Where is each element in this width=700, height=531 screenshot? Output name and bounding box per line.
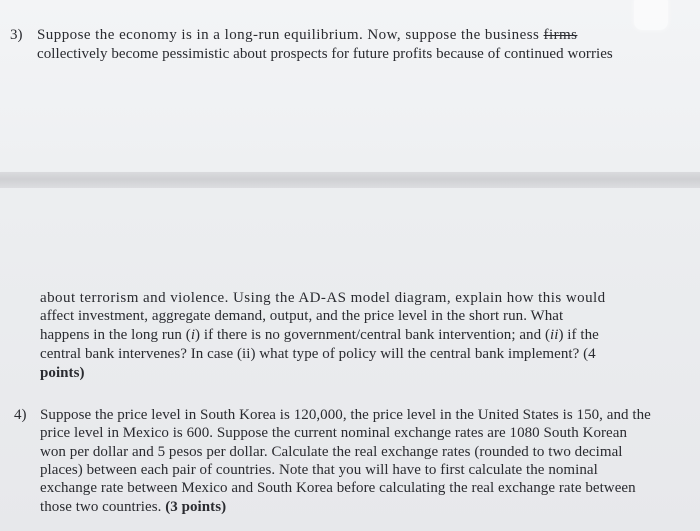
question-3-number: 3) [10,27,23,43]
question-3-points: points) [40,365,85,381]
question-4-line-3: won per dollar and 5 pesos per dollar. Calculate the real exchange rates (rounded to two decimal [40,444,623,460]
question-3-line-1 [37,26,577,44]
question-3-line-3: about terrorism and violence. Using the AD-AS model diagram, explain how this would [40,290,606,306]
question-3-line-4: affect investment, aggregate demand, output, and the price level in the short run. What [40,308,564,324]
question-3-line-1-text: Suppose the economy is in a long-run equilibrium. Now, suppose the business [37,27,544,43]
question-4-line-4: places) between each pair of countries. Note that you will have to first calculate the nominal [40,462,598,478]
question-3-struck-word: firms [543,27,578,43]
question-3-line-6: central bank intervenes? In case (ii) what type of policy will the central bank implement? (4 [40,346,596,362]
question-4-line-1: Suppose the price level in South Korea is 120,000, the price level in the United States is 150, and the [40,407,651,423]
question-3-line-2: collectively become pessimistic about prospects for future profits because of continued worries [37,46,613,62]
question-3-line-5-a: happens in the long run ( [40,327,191,343]
question-3-line-5-c: ) if the [558,327,599,343]
question-3-line-5 [40,326,599,344]
question-3-roman-ii: ii [550,327,559,343]
page-fold [0,172,700,188]
question-4-number: 4) [14,407,27,423]
question-3-roman-i: i [190,327,196,343]
question-3-line-5-b: ) if there is no government/central bank intervention; and ( [195,327,550,343]
question-4-line-6-text: those two countries. [40,499,166,515]
question-4-points: (3 points) [165,499,227,515]
question-4-line-5: exchange rate between Mexico and South Korea before calculating the real exchange rate between [40,480,636,496]
question-4-line-6 [40,498,226,516]
screen-glare [634,0,668,30]
question-4-line-2: price level in Mexico is 600. Suppose the current nominal exchange rates are 1080 South Korean [40,425,628,441]
